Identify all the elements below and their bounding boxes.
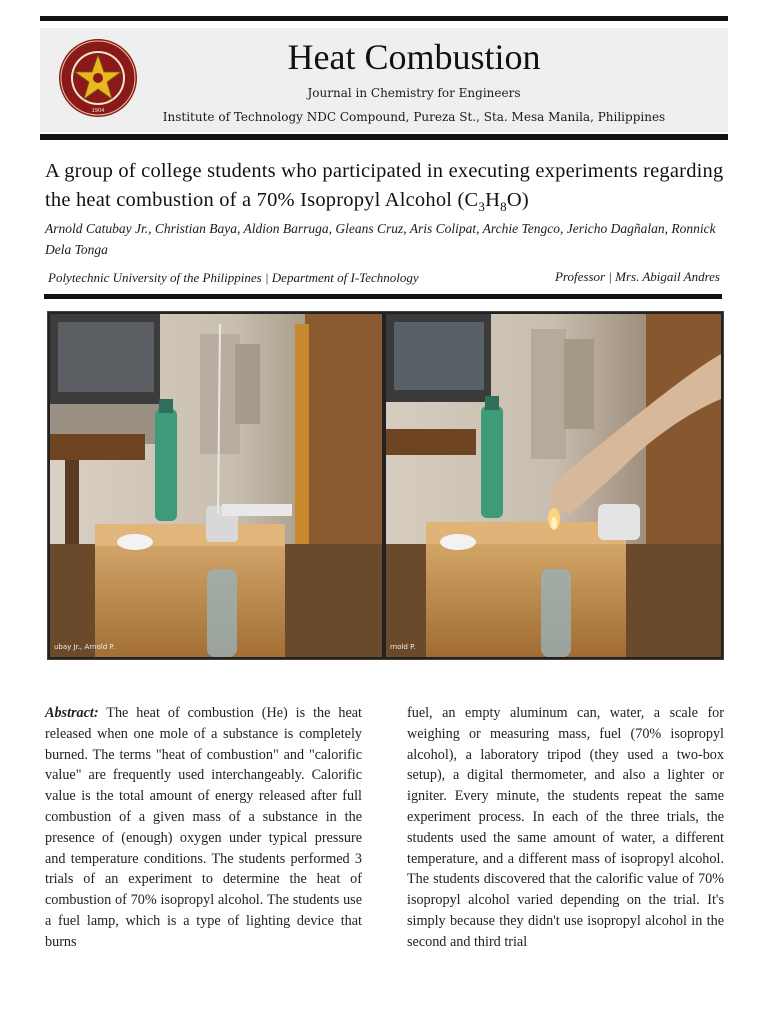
paper-title: A group of college students who participated in executing experiments regarding the heat combustion of a 70% Isopropyl Alcohol $(C_3H_8O)$ bbox=[45, 160, 724, 215]
svg-text:1904: 1904 bbox=[91, 108, 105, 114]
professor: Professor | Mrs. Abigail Andres bbox=[554, 269, 720, 284]
author-list: Arnold Catubay Jr., Christian Baya, Aldion Barruga, Gleans Cruz, Aris Colipat, Archie Tengco, Jericho Dagñalan, Ronnick Dela Tonga bbox=[45, 221, 716, 257]
journal-subtitle: Journal in Chemistry for Engineers bbox=[307, 86, 521, 100]
top-rule bbox=[40, 16, 728, 21]
abstract-column-left bbox=[45, 703, 362, 953]
experiment-photo-right bbox=[386, 314, 721, 657]
abstract-column-right bbox=[407, 703, 724, 953]
experiment-photos bbox=[47, 311, 724, 660]
experiment-photo-left bbox=[50, 314, 382, 657]
photo-caption-right: rnold P. bbox=[390, 643, 416, 651]
institution-address: Institute of Technology NDC Compound, Pureza St., Sta. Mesa Manila, Philippines bbox=[162, 110, 666, 124]
journal-header bbox=[40, 28, 728, 132]
abstract-text-right: fuel, an empty aluminum can, water, a scale for weighing or measuring mass, fuel (70% isopropyl alcohol), a laboratory tripod (they used a two-box setup), a digital thermometer, and also a lighter or igniter. Every minute, the students repeat the same experiment process. In each of the three trials, the students used the same amount of water, a different temperature, and a different mass of isopropyl alcohol. The students discovered that the calorific value of 70% isopropyl alcohol varied depending on the trial. It's simply because they didn't use isopropyl alcohol in the second and third trial bbox=[407, 705, 724, 950]
journal-title: Heat Combustion bbox=[287, 37, 541, 77]
abstract-text-left: The heat of combustion (He) is the heat released when one mole of a substance is completely burned. The terms "heat of combustion" and "calorific value" are frequently used interchangeably. Calorific value is the total amount of energy released after full combustion of a given mass of a substance in the presence of (enough) oxygen under typical pressure and temperature conditions. The students performed 3 trials of an experiment to determine the heat of combustion of 70% isopropyl alcohol. The students use a fuel lamp, which is a type of lighting device that burns bbox=[45, 705, 362, 950]
photo-caption-left: ubay Jr., Arnold P. bbox=[54, 643, 115, 651]
header-bottom-rule bbox=[40, 134, 728, 140]
abstract-label: Abstract: bbox=[45, 705, 99, 721]
title-bottom-rule bbox=[44, 294, 722, 299]
affiliation: Polytechnic University of the Philippines | Department of I-Technology bbox=[48, 270, 419, 285]
